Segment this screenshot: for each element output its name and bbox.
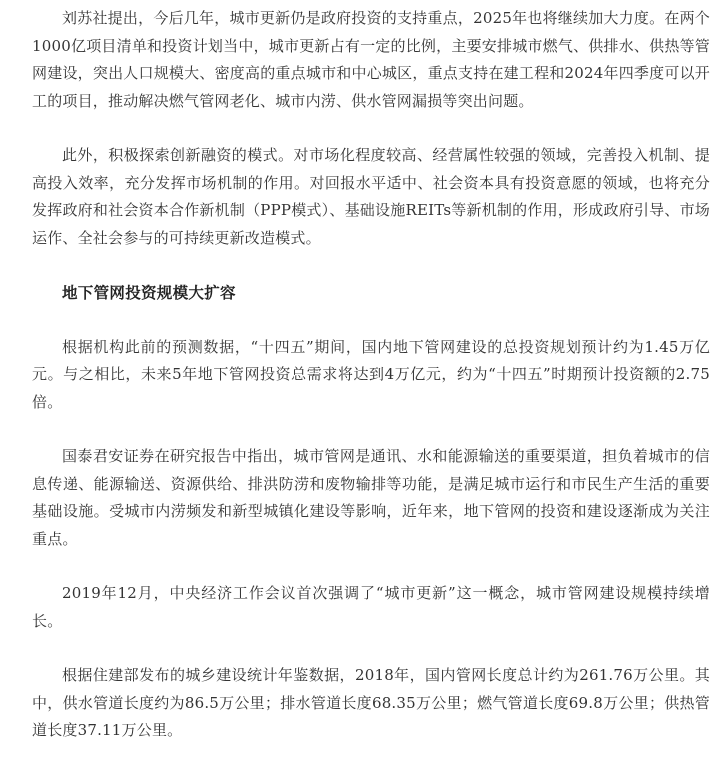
- paragraph-spacer: [32, 115, 710, 142]
- paragraph-financing-models: 此外，积极探索创新融资的模式。对市场化程度较高、经营属性较强的领域，完善投入机制、提高投入效率，充分发挥市场机制的作用。对回报水平适中、社会资本具有投资意愿的领域，也将充分发挥政府和社会资本合作新机制（PPP模式）、基础设施REITs等新机制的作用，形成政府引导、市场运作、全社会参与的可持续更新改造模式。: [32, 146, 710, 247]
- paragraph-investment-forecast: 根据机构此前的预测数据，“十四五”期间，国内地下管网建设的总投资规划预计约为1.45万亿元。与之相比，未来5年地下管网投资总需求将达到4万亿元，约为“十四五”时期预计投资额的2.75倍。: [32, 337, 710, 411]
- paragraph-economic-conference: 2019年12月，中央经济工作会议首次强调了“城市更新”这一概念，城市管网建设规模持续增长。: [32, 584, 710, 630]
- paragraph-spacer: [32, 553, 710, 580]
- paragraph-spacer: [32, 416, 710, 443]
- paragraph-research-report: 国泰君安证券在研究报告中指出，城市管网是通讯、水和能源输送的重要渠道，担负着城市的信息传递、能源输送、资源供给、排洪防涝和废物输排等功能，是满足城市运行和市民生产生活的重要基础设施。受城市内涝频发和新型城镇化建设等影响，近年来，地下管网的投资和建设逐渐成为关注重点。: [32, 447, 710, 548]
- paragraph-pipeline-statistics: 根据住建部发布的城乡建设统计年鉴数据，2018年，国内管网长度总计约为261.76万公里。其中，供水管道长度约为86.5万公里；排水管道长度68.35万公里；燃气管道长度69.8万公里；供热管道长度37.11万公里。: [32, 666, 710, 739]
- article-body: [32, 5, 710, 745]
- section-heading: 地下管网投资规模大扩容: [62, 283, 236, 302]
- paragraph-spacer: [32, 252, 710, 279]
- paragraph-spacer: [32, 307, 710, 334]
- paragraph-spacer: [32, 635, 710, 662]
- paragraph-urban-renewal-investment: 刘苏社提出，今后几年，城市更新仍是政府投资的支持重点，2025年也将继续加大力度。在两个1000亿项目清单和投资计划当中，城市更新占有一定的比例，主要安排城市燃气、供排水、供热等管网建设，突出人口规模大、密度高的重点城市和中心城区，重点支持在建工程和2024年四季度可以开工的项目，推动解决燃气管网老化、城市内涝、供水管网漏损等突出问题。: [32, 9, 710, 110]
